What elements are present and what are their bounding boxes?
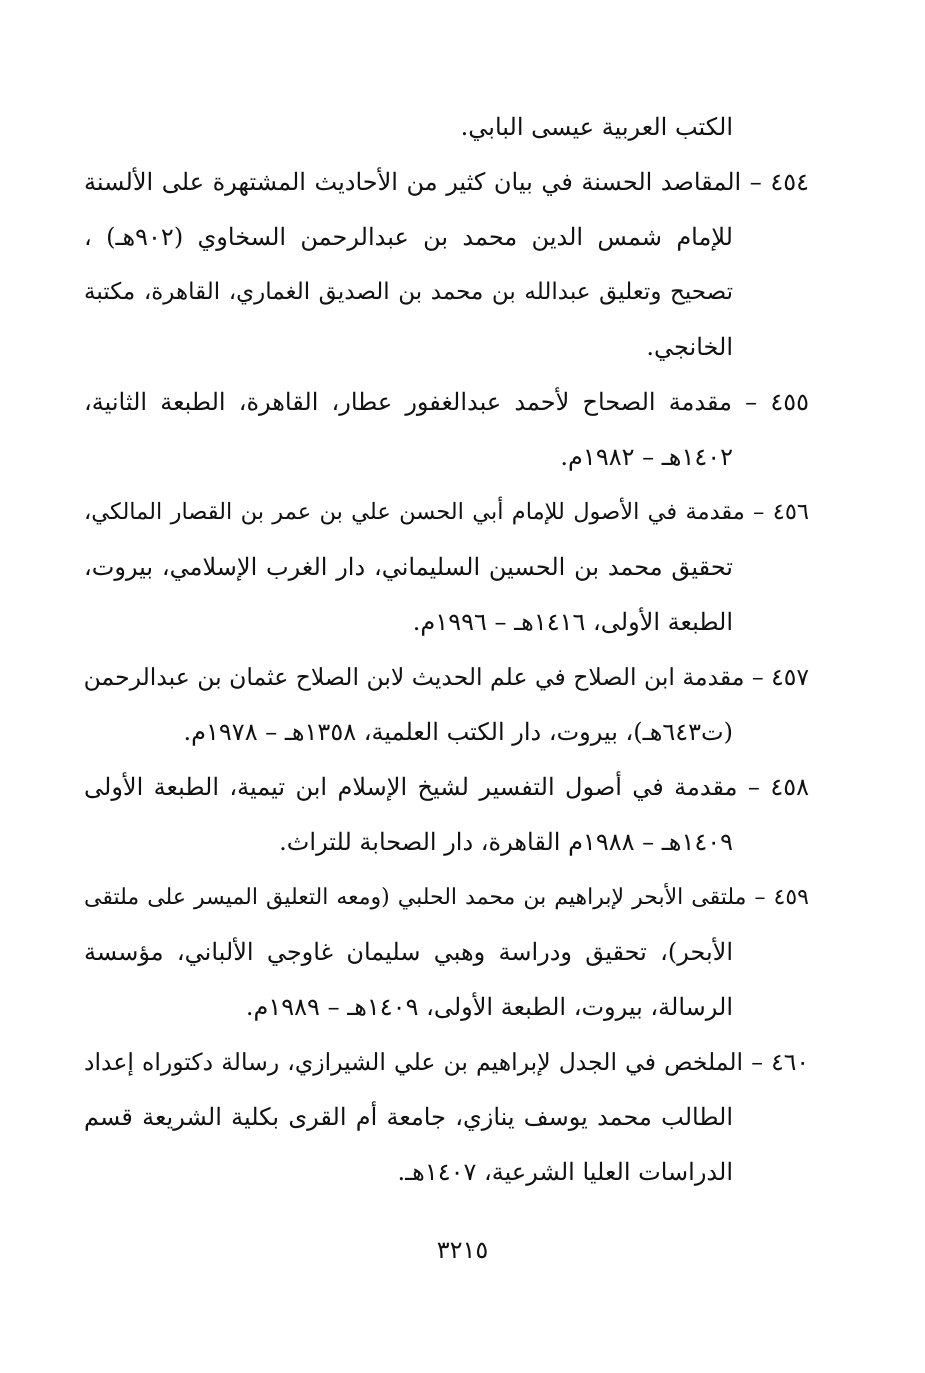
entry-line: (ت٦٤٣هـ)، بيروت، دار الكتب العلمية، ١٣٥٨هـ – ١٩٧٨م. — [183, 718, 733, 746]
entry-line: تحقيق محمد بن الحسين السليماني، دار الغرب الإسلامي، بيروت، — [84, 553, 733, 581]
entry-line: الملخص في الجدل لإبراهيم بن علي الشيرازي، رسالة دكتوراه إعداد — [84, 1048, 744, 1076]
entry-number: ٤٥٧ – — [751, 663, 809, 691]
entry-line: الطبعة الأولى، ١٤١٦هـ – ١٩٩٦م. — [412, 608, 733, 636]
entry-number: ٤٥٩ – — [754, 885, 809, 910]
entry-line: الدراسات العليا الشرعية، ١٤٠٧هـ. — [397, 1158, 733, 1186]
entry-number: ٤٥٥ – — [745, 388, 809, 416]
entry-line: مقدمة الصحاح لأحمد عبدالغفور عطار، القاهرة، الطبعة الثانية، — [84, 388, 733, 416]
entry-line: ملتقى الأبحر لإبراهيم بن محمد الحلبي (ومعه التعليق الميسر على ملتقى — [84, 885, 747, 910]
entry-line: الرسالة، بيروت، الطبعة الأولى، ١٤٠٩هـ – ١٩٨٩م. — [245, 993, 733, 1021]
entry-line: ١٤٠٢هـ – ١٩٨٢م. — [560, 443, 733, 471]
bibliography-entry-460 — [84, 1035, 809, 1200]
entry-number: ٤٥٤ – — [749, 168, 809, 196]
bibliography-entry-455 — [84, 375, 809, 485]
entry-number: ٤٦٠ – — [751, 1048, 809, 1076]
bibliography-list — [84, 100, 809, 1200]
bibliography-entry-458 — [84, 760, 809, 870]
entry-line: تصحيح وتعليق عبدالله بن محمد بن الصديق الغماري، القاهرة، مكتبة — [84, 279, 733, 305]
entry-line: مقدمة ابن الصلاح في علم الحديث لابن الصلاح عثمان بن عبدالرحمن — [83, 663, 745, 691]
entry-line: المقاصد الحسنة في بيان كثير من الأحاديث المشتهرة على الألسنة — [84, 168, 742, 196]
entry-line: الطالب محمد يوسف ينازي، جامعة أم القرى بكلية الشريعة قسم — [84, 1103, 734, 1131]
entry-line: مقدمة في أصول التفسير لشيخ الإسلام ابن تيمية، الطبعة الأولى — [84, 773, 738, 801]
bibliography-entry-457 — [84, 650, 809, 760]
bibliography-entry-456 — [84, 485, 809, 650]
bibliography-entry-459 — [84, 870, 809, 1035]
entry-line: الخانجي. — [646, 333, 733, 361]
page-number: ٣٢١٥ — [436, 1236, 489, 1264]
entry-line: للإمام شمس الدين محمد بن عبدالرحمن السخاوي (٩٠٢هـ) ، — [84, 223, 733, 251]
entry-line: ١٤٠٩هـ – ١٩٨٨م القاهرة، دار الصحابة للتراث. — [279, 828, 733, 856]
continuation-line: الكتب العربية عيسى البابي. — [460, 113, 733, 141]
entry-number: ٤٥٦ – — [753, 499, 809, 525]
bibliography-entry-454 — [84, 155, 809, 375]
entry-line: الأبحر)، تحقيق ودراسة وهبي سليمان غاوجي الألباني، مؤسسة — [84, 938, 733, 966]
entry-line: مقدمة في الأصول للإمام أبي الحسن علي بن عمر بن القصار المالكي، — [84, 499, 745, 525]
entry-number: ٤٥٨ – — [747, 773, 809, 801]
